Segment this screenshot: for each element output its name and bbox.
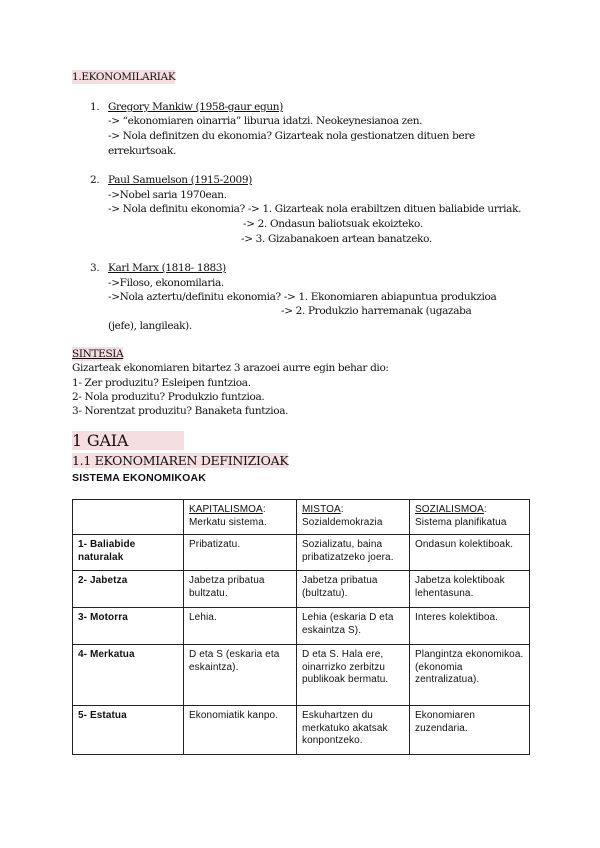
table-row (73, 706, 530, 755)
section-heading: 1.EKONOMILARIAK (72, 71, 176, 83)
table-cell: Ondasun kolektiboak. (410, 535, 530, 571)
item-line: -> 3. Gizabanakoen artean banatzeko. (241, 233, 432, 245)
row-label: 1- Baliabide naturalak (73, 535, 184, 571)
table-cell: Jabetza pribatua bultzatu. (184, 571, 297, 608)
table-row (73, 535, 530, 571)
item-line: -> Nola definitu ekonomia? -> 1. Gizarteak nola erabiltzen dituen baliabide urriak. (108, 203, 522, 215)
item-line: ->Nobel saria 1970ean. (108, 189, 227, 201)
row-label: 3- Motorra (73, 608, 184, 645)
table-cell: Plangintza ekonomikoa. (ekonomia zentralizatua). (410, 645, 530, 706)
table-corner-cell (73, 500, 184, 535)
table-cell: Ekonomiatik kanpo. (184, 706, 297, 755)
list-number: 1. (90, 101, 100, 113)
item-line: errekurtsoak. (108, 145, 176, 157)
table-cell: Eskuhartzen du merkatuko akatsak konpontzeko. (297, 706, 410, 755)
sintesia-line: Gizarteak ekonomiaren bitartez 3 arazoei aurre egin behar dio: (72, 362, 389, 374)
row-label: 5- Estatua (73, 706, 184, 755)
sintesia-heading: SINTESIA (72, 348, 124, 360)
sintesia-line: 1- Zer produzitu? Esleipen funtzioa. (72, 377, 251, 389)
column-header-mistoa: MISTOA: Sozialdemokrazia (297, 500, 410, 535)
table-row (73, 571, 530, 608)
table-cell: Interes kolektiboa. (410, 608, 530, 645)
sintesia-line: 2- Nola produzitu? Produkzio funtzioa. (72, 391, 265, 403)
list-number: 2. (90, 174, 100, 186)
row-label: 2- Jabetza (73, 571, 184, 608)
chapter-title: 1 GAIA (72, 431, 184, 450)
table-row (73, 608, 530, 645)
table-header-row (73, 500, 530, 535)
item-line: -> Nola definitzen du ekonomia? Gizarteak nola gestionatzen dituen bere (108, 130, 475, 142)
table-cell: Ekonomiaren zuzendaria. (410, 706, 530, 755)
table-cell: Pribatizatu. (184, 535, 297, 571)
column-header-sozialismoa: SOZIALISMOA: Sistema planifikatua (410, 500, 530, 535)
table-cell: Lehia. (184, 608, 297, 645)
item-line: -> 2. Produkzio harremanak (ugazaba (281, 305, 472, 317)
table-row (73, 645, 530, 706)
table-cell: Lehia (eskaria D eta eskaintza S). (297, 608, 410, 645)
table-cell: Jabetza pribatua (bultzatu). (297, 571, 410, 608)
item-line: ->Nola aztertu/definitu ekonomia? -> 1. Ekonomiaren abiapuntua produkzioa (108, 291, 497, 303)
item-line: -> 2. Ondasun baliotsuak ekoizteko. (243, 218, 423, 230)
economist-name: Paul Samuelson (1915-2009) (108, 174, 252, 186)
subsection-title: 1.1 EKONOMIAREN DEFINIZIOAK (72, 453, 289, 468)
economist-name: Gregory Mankiw (1958-gaur egun) (108, 101, 283, 113)
table-title: SISTEMA EKONOMIKOAK (72, 472, 207, 484)
table-cell: Jabetza kolektiboak lehentasuna. (410, 571, 530, 608)
column-header-kapitalismoa: KAPITALISMOA: Merkatu sistema. (184, 500, 297, 535)
item-line: -> “ekonomiaren oinarria” liburua idatzi. Neokeynesianoa zen. (108, 115, 423, 127)
list-number: 3. (90, 262, 100, 274)
row-label: 4- Merkatua (73, 645, 184, 706)
economic-systems-table (72, 499, 530, 755)
item-line: (jefe), langileak). (108, 320, 192, 332)
table-cell: D eta S (eskaria eta eskaintza). (184, 645, 297, 706)
economist-name: Karl Marx (1818- 1883) (108, 262, 226, 274)
table-cell: D eta S. Hala ere, oinarrizko zerbitzu publikoak bermatu. (297, 645, 410, 706)
sintesia-line: 3- Norentzat produzitu? Banaketa funtzioa. (72, 405, 289, 417)
table-cell: Sozializatu, baina pribatizatzeko joera. (297, 535, 410, 571)
item-line: ->Filoso, ekonomilaria. (108, 277, 224, 289)
